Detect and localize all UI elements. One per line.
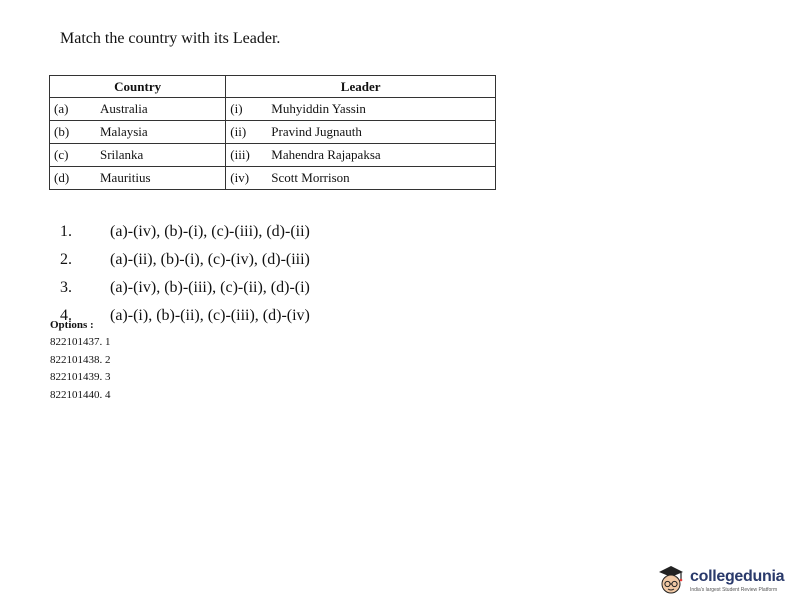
answer-choices (60, 218, 310, 330)
option-item[interactable]: 822101439. 3 (50, 371, 111, 383)
options-list (50, 336, 111, 406)
choice-number: 3. (60, 279, 72, 296)
country-cell (50, 98, 226, 121)
student-mascot-icon (656, 563, 686, 597)
option-item[interactable]: 822101440. 4 (50, 388, 111, 401)
choice-item[interactable] (60, 218, 310, 246)
country-name: Mauritius (100, 170, 151, 185)
country-name: Srilanka (100, 147, 144, 162)
option-item[interactable]: 822101437. 1 (50, 336, 111, 348)
logo-tagline: India's largest Student Review Platform (690, 586, 778, 593)
choice-item[interactable] (60, 246, 310, 274)
options-label: Options : (50, 319, 94, 331)
choice-item[interactable] (60, 274, 310, 302)
table-row (50, 98, 496, 121)
table-header-row (50, 76, 496, 98)
choice-item[interactable] (60, 302, 310, 330)
leader-cell (226, 121, 496, 144)
option-item[interactable]: 822101438. 2 (50, 353, 111, 366)
leader-name: Pravind Jugnauth (271, 124, 362, 139)
country-name: Malaysia (100, 124, 148, 139)
question-text: Match the country with its Leader. (60, 30, 281, 47)
country-cell (50, 167, 226, 190)
leader-key: (iv) (230, 170, 250, 185)
choice-number: 4. (60, 307, 72, 324)
match-table (49, 75, 496, 190)
table-row (50, 144, 496, 167)
leader-key: (iii) (230, 147, 250, 162)
choice-number: 2. (60, 251, 72, 268)
choice-text: (a)-(iv), (b)-(i), (c)-(iii), (d)-(ii) (110, 223, 310, 240)
country-name: Australia (100, 101, 148, 116)
choice-number: 1. (60, 223, 72, 240)
choice-text: (a)-(ii), (b)-(i), (c)-(iv), (d)-(iii) (110, 251, 310, 268)
leader-key: (ii) (230, 124, 247, 139)
country-cell (50, 121, 226, 144)
collegedunia-logo (656, 563, 784, 597)
leader-name: Mahendra Rajapaksa (271, 147, 381, 162)
table-row (50, 121, 496, 144)
table-row (50, 167, 496, 190)
country-key: (b) (54, 124, 70, 139)
country-header: Country (50, 76, 226, 98)
leader-name: Muhyiddin Yassin (271, 101, 366, 116)
country-cell (50, 144, 226, 167)
logo-name: collegedunia (690, 567, 785, 585)
leader-key: (i) (230, 101, 243, 116)
leader-name: Scott Morrison (271, 170, 350, 185)
country-key: (d) (54, 170, 70, 185)
leader-cell (226, 144, 496, 167)
leader-cell (226, 167, 496, 190)
country-key: (a) (54, 101, 69, 116)
choice-text: (a)-(i), (b)-(ii), (c)-(iii), (d)-(iv) (110, 307, 310, 324)
country-key: (c) (54, 147, 69, 162)
leader-header: Leader (226, 76, 496, 98)
leader-cell (226, 98, 496, 121)
choice-text: (a)-(iv), (b)-(iii), (c)-(ii), (d)-(i) (110, 279, 310, 296)
